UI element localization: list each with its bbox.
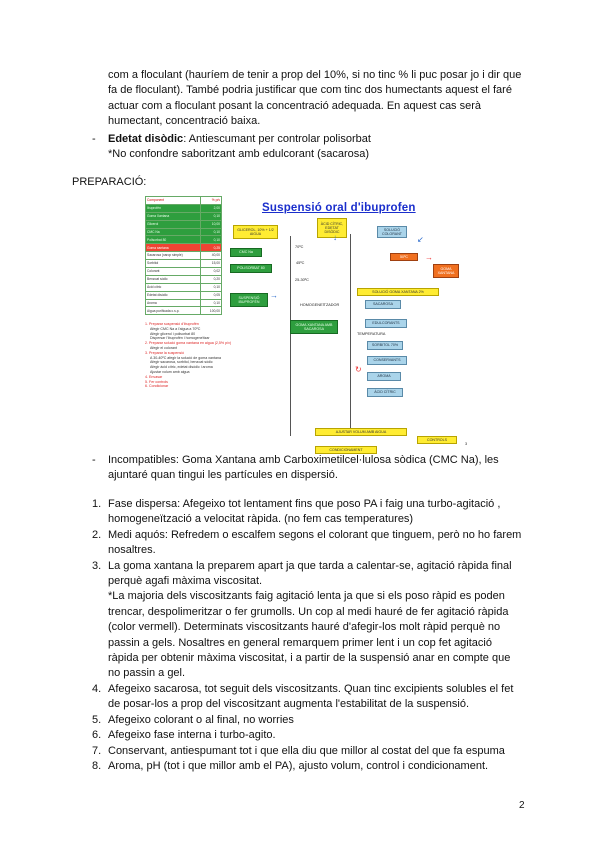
sweetener-note: *No confondre saboritzant amb edulcorant (sacarosa) xyxy=(108,148,370,161)
temperature-label: TEMPERATURA xyxy=(357,332,386,336)
list-item xyxy=(92,744,522,759)
list-text: Aroma, pH (tot i que millor amb el PA), ajusto volum, control i condicionament. xyxy=(108,759,489,772)
figure-step: 3. Preparar la suspensió xyxy=(145,350,184,355)
edetat-term: Edetat disòdic xyxy=(108,133,184,145)
conservants-box: CONSERVANTS xyxy=(367,356,407,365)
list-item xyxy=(92,559,522,682)
arrow-icon: → xyxy=(270,291,278,300)
page-number: 2 xyxy=(519,800,525,811)
figure-substep: A 30-40ºC afegir la solució de goma xantana xyxy=(150,355,222,360)
figure-title: Suspensió oral d'ibuprofen xyxy=(262,202,416,214)
list-number: 5. xyxy=(92,713,102,726)
table-cell: 0,10 xyxy=(201,299,222,307)
list-item xyxy=(92,759,522,774)
controls-box: CONTROLS xyxy=(417,436,457,444)
temp-45-label: 45ºC xyxy=(296,261,305,265)
figure-substep: Afegir àcid cítric, edetat disòdic i aroma xyxy=(150,365,213,370)
temp-25-label: 25-30ºC xyxy=(295,278,309,282)
figure-substep: Afegir glicerol i polisorbat 80 xyxy=(150,331,196,336)
list-text: Fase dispersa: Afegeixo tot lentament fins que poso PA i faig una turbo-agitació , homogeneïtzació a velocitat ràpida. (no fem cas temperatures) xyxy=(108,498,501,526)
xantana-box: GOMA XANTANA AMB SACAROSA xyxy=(290,320,338,334)
process-figure xyxy=(145,196,479,454)
colorant-box: SOLUCIÓ COLORANT xyxy=(377,226,407,238)
figure-step: 2. Preparar solució goma xantana en aigua (2,5% p/v) xyxy=(145,341,232,346)
figure-step: 1. Preparar suspensió d'ibuprofèn xyxy=(145,322,199,326)
table-cell: Edetat disòdic xyxy=(146,291,201,299)
steps-list xyxy=(92,497,522,774)
edetat-bullet xyxy=(92,132,532,163)
xantana-solution-bar: SOLUCIÓ GOMA XANTANA 2% xyxy=(357,288,439,296)
list-number: 4. xyxy=(92,682,102,695)
list-text: Conservant, antiespumant tot i que ella diu que millor al costat del que fa espuma xyxy=(108,744,505,757)
list-number: 3. xyxy=(92,559,102,572)
formula-table xyxy=(145,196,222,315)
list-item xyxy=(92,528,522,559)
glycerol-box: GLICEROL, 10% + 1/2 AIGUA xyxy=(233,225,278,239)
list-item xyxy=(92,713,522,728)
table-cell: Sorbitol xyxy=(146,260,201,268)
adjust-volume-box: AJUSTAR VOLUM AMB AIGUA xyxy=(315,428,407,436)
table-cell: 0,10 xyxy=(201,236,222,244)
figure-step: 5. Fer controls xyxy=(145,379,168,384)
table-cell: 0,25 xyxy=(201,244,222,252)
table-cell: 0,10 xyxy=(201,228,222,236)
bullet-dash: - xyxy=(92,454,96,466)
table-cell: Goma xantana xyxy=(146,244,201,252)
list-text: Afegeixo colorant o al final, no worries xyxy=(108,713,294,726)
list-text: Afegeixo fase interna i turbo-agito. xyxy=(108,729,276,742)
edetat-text: : Antiescumant per controlar polisorbat xyxy=(183,133,371,145)
section-title: PREPARACIÓ: xyxy=(72,176,147,188)
table-cell: Aigua purificada c.s.p. xyxy=(146,307,201,315)
table-cell: 0,10 xyxy=(201,283,222,291)
figure-substep: Afegir el colorant xyxy=(150,345,177,350)
table-cell: 0,20 xyxy=(201,275,222,283)
incompatibles-text: Incompatibles: Goma Xantana amb Carboximetilcel·lulosa sòdica (CMC Na), les ajuntaré quan tingui les partícules en dispersió. xyxy=(108,454,499,482)
flow-right-line xyxy=(350,234,351,432)
figure-number: 3 xyxy=(465,442,468,446)
condition-box: CONDICIONAMENT xyxy=(315,446,377,454)
table-cell: Benzoat sòdic xyxy=(146,275,201,283)
list-number: 7. xyxy=(92,744,102,757)
arrow-icon: → xyxy=(425,253,433,262)
list-number: 1. xyxy=(92,498,102,510)
table-cell: Colorant xyxy=(146,268,201,276)
table-cell: Aroma xyxy=(146,299,201,307)
flow-main-line xyxy=(290,236,291,436)
table-cell: 40,00 xyxy=(201,252,222,260)
table-cell: 15,00 xyxy=(201,260,222,268)
edulcorants-box: EDULCORANTS xyxy=(365,319,407,328)
list-number: 8. xyxy=(92,759,102,772)
table-header-cell: Component xyxy=(146,197,201,205)
figure-substep: Afegir CMC Na a l'aigua a 70ºC xyxy=(150,326,201,331)
figure-substep: Ajustar volum amb aigua xyxy=(150,369,190,374)
cmc-box: CMC Na xyxy=(230,248,262,257)
table-cell: 0,02 xyxy=(201,268,222,276)
polisorbat-box: POLISORBAT 80 xyxy=(230,264,272,273)
figure-step: 6. Condicionar xyxy=(145,384,169,389)
figure-steps xyxy=(145,322,273,389)
table-cell: 10,00 xyxy=(201,220,222,228)
aroma-box: AROMA xyxy=(367,372,401,381)
incompatibles-bullet xyxy=(92,453,522,484)
figure-step: 4. Envasar xyxy=(145,374,163,379)
list-text: Afegeixo sacarosa, tot seguit dels viscositzants. Quan tinc excipients solubles el fet de posar-los a prop del viscositzant augmenta l'estabilitat de la suspensió. xyxy=(108,682,514,711)
table-cell: 0,10 xyxy=(201,212,222,220)
table-cell: 100,00 xyxy=(201,307,222,315)
table-cell: Glicerol xyxy=(146,220,201,228)
table-header-cell: % p/v xyxy=(201,197,222,205)
sorbitol-box: SORBITOL 70% xyxy=(367,341,403,350)
arrow-icon: ↻ xyxy=(355,365,362,374)
table-cell: Ibuprofèn xyxy=(146,204,201,212)
arrow-icon: ↓ xyxy=(333,233,337,242)
list-text: La goma xantana la preparem apart ja que tarda a calentar-se, agitació ràpida final perquè agafi màxima viscositat. xyxy=(108,559,512,588)
intro-paragraph: com a floculant (hauríem de tenir a prop del 10%, si no tinc % li puc posar jo i dir que fa de floculant). També podria justificar que com tinc dos humectants aquest el faré actuar com a floculant posant la concentració adequada. En aquest cas serà humectant, concentració baixa. xyxy=(108,69,522,128)
table-cell: 0,05 xyxy=(201,291,222,299)
orange-xantana-box: GOMA XANTANA xyxy=(433,264,459,278)
sacarosa-box: SACAROSA xyxy=(365,300,401,309)
figure-substep: Dispersar l'ibuprofèn i homogeneïtzar xyxy=(150,336,210,341)
table-cell: Àcid cítric xyxy=(146,283,201,291)
list-item xyxy=(92,497,522,528)
figure-substep: Afegir sacarosa, sorbitol, benzoat sòdic xyxy=(150,360,213,365)
table-cell: 2,00 xyxy=(201,204,222,212)
arrow-icon: ↙ xyxy=(417,235,424,244)
ibuprofen-box: SUSPENSIÓ IBUPROFÈN xyxy=(230,293,268,307)
list-number: 2. xyxy=(92,528,102,541)
list-note: *La majoria dels viscositzants faig agitació lenta ja que si els poso ràpid es poden trencar, despolimeritzar o fer grumolls. Un cop al medi hauré de fer agitació ràpida (color vermell). Determinats viscositzants hauré d'afegir-los molt ràpid perquè no passin a gels. Nosaltres en general remarquem primer lent i un cop fet agitació ràpida per obtenir màxima viscositat, i a partir de la suspensió anar en compte que no passin a gel. xyxy=(108,590,511,680)
list-item xyxy=(92,728,522,743)
temp-70-label: 70ºC xyxy=(295,245,304,249)
acid-box: ÀCID CÍTRIC, EDETAT DISÒDIC xyxy=(317,218,347,238)
table-cell: Polisorbat 80 xyxy=(146,236,201,244)
table-cell: CMC Na xyxy=(146,228,201,236)
list-item xyxy=(92,682,522,713)
table-cell: Goma Xantana xyxy=(146,212,201,220)
table-cell: Sacarosa (xarop simple) xyxy=(146,252,201,260)
acid-citric-box: ÀCID CÍTRIC xyxy=(367,388,403,397)
orange-50-box: 50ºC xyxy=(390,253,418,261)
bullet-dash: - xyxy=(92,133,96,145)
homogenizer-label: HOMOGENEÏTZADOR xyxy=(300,303,340,307)
list-text: Medi aquós: Refredem o escalfem segons el colorant que tinguem, però no ho farem nosaltres. xyxy=(108,528,522,557)
list-number: 6. xyxy=(92,729,102,742)
